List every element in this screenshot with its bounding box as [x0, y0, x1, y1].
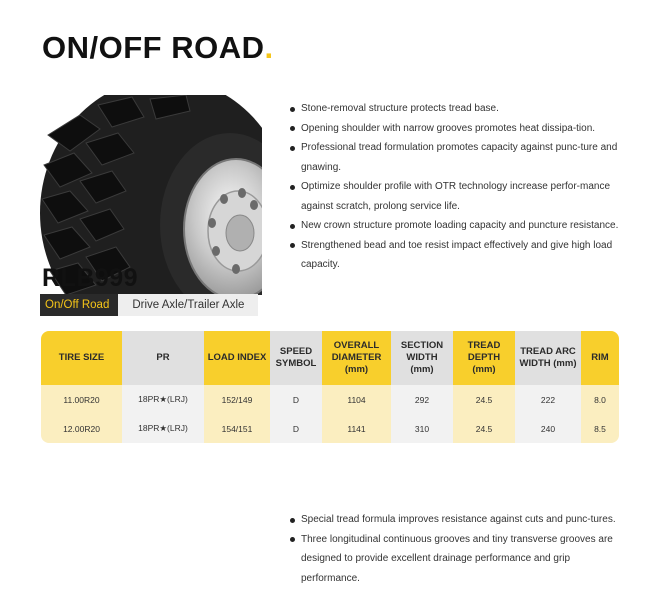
feature-list-top [290, 99, 626, 275]
cell-rim: 8.0 [581, 385, 619, 414]
cell-pr: 18PR★(LRJ) [122, 385, 204, 414]
cell-overall-diameter: 1141 [322, 414, 391, 443]
feature-item: Stone-removal structure protects tread base. [290, 99, 626, 119]
header-section-width: SECTION WIDTH (mm) [391, 331, 453, 385]
header-tread-depth: TREAD DEPTH (mm) [453, 331, 515, 385]
title-accent-dot: . [264, 30, 274, 65]
header-pr: PR [122, 331, 204, 385]
page-title [42, 30, 274, 66]
cell-speed-symbol: D [270, 414, 322, 443]
cell-tread-depth: 24.5 [453, 385, 515, 414]
cell-section-width: 292 [391, 385, 453, 414]
spec-table [41, 331, 619, 443]
product-tags [40, 294, 258, 316]
header-rim: RIM [581, 331, 619, 385]
cell-tread-arc-width: 240 [515, 414, 581, 443]
cell-load-index: 152/149 [204, 385, 270, 414]
feature-item: Three longitudinal continuous grooves and tiny transverse grooves are designed to provide excellent drainage performance and grip performance. [290, 530, 626, 589]
header-overall-diameter: OVERALL DIAMETER (mm) [322, 331, 391, 385]
cell-section-width: 310 [391, 414, 453, 443]
axle-position-tag: Drive Axle/Trailer Axle [118, 294, 258, 316]
cell-rim: 8.5 [581, 414, 619, 443]
cell-load-index: 154/151 [204, 414, 270, 443]
feature-item: Special tread formula improves resistance against cuts and punc-tures. [290, 510, 626, 530]
header-tread-arc-width: TREAD ARC WIDTH (mm) [515, 331, 581, 385]
cell-tire-size: 12.00R20 [41, 414, 122, 443]
feature-item: Opening shoulder with narrow grooves promotes heat dissipa-tion. [290, 119, 626, 139]
header-load-index: LOAD INDEX [204, 331, 270, 385]
feature-list-bottom [290, 510, 626, 588]
cell-overall-diameter: 1104 [322, 385, 391, 414]
cell-pr: 18PR★(LRJ) [122, 414, 204, 443]
category-tag: On/Off Road [40, 294, 118, 316]
model-name: RLB999 [42, 264, 139, 292]
cell-tread-depth: 24.5 [453, 414, 515, 443]
feature-item: Professional tread formulation promotes capacity against punc-ture and gnawing. [290, 138, 626, 177]
header-tire-size: TIRE SIZE [41, 331, 122, 385]
header-speed-symbol: SPEED SYMBOL [270, 331, 322, 385]
feature-item: Strengthened bead and toe resist impact effectively and give high load capacity. [290, 236, 626, 275]
feature-item: New crown structure promote loading capacity and puncture resistance. [290, 216, 626, 236]
page-title-text: ON/OFF ROAD [42, 30, 265, 65]
cell-speed-symbol: D [270, 385, 322, 414]
cell-tire-size: 11.00R20 [41, 385, 122, 414]
feature-item: Optimize shoulder profile with OTR technology increase perfor-mance against scratch, prolong service life. [290, 177, 626, 216]
cell-tread-arc-width: 222 [515, 385, 581, 414]
